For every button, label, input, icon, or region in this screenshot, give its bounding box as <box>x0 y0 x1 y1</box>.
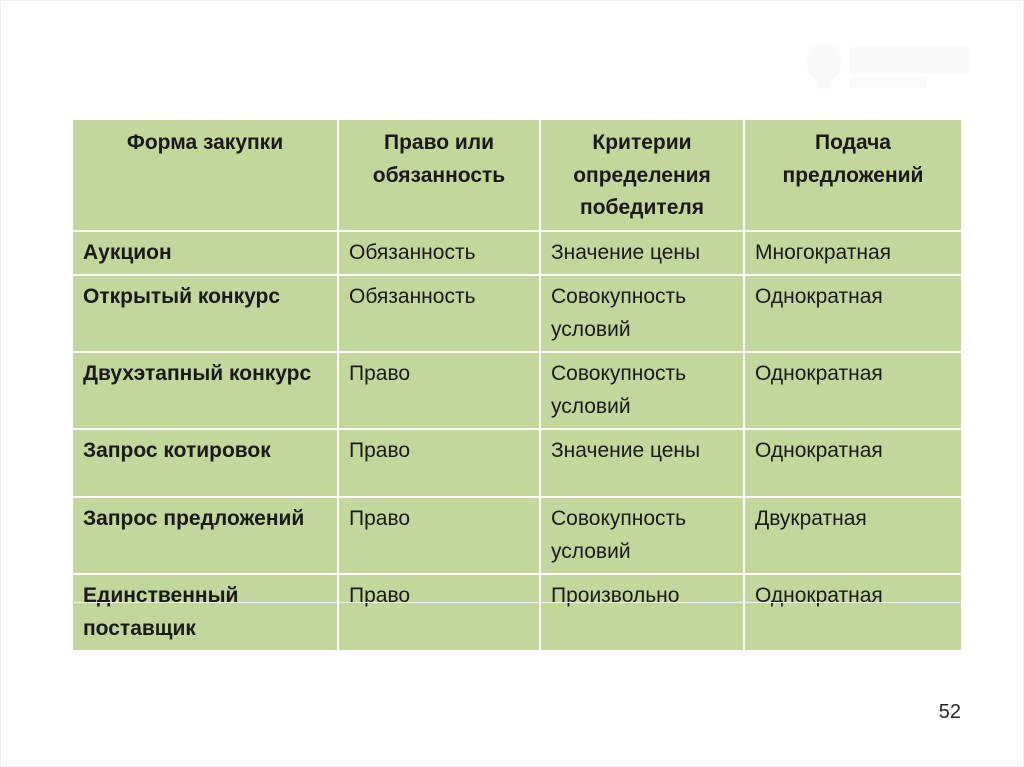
row-label: Запрос предложений <box>72 497 338 574</box>
table-cell: Однократная <box>744 275 962 352</box>
table-cell: Двукратная <box>744 497 962 574</box>
placeholder-outline <box>71 602 964 603</box>
table-cell: Значение цены <box>540 429 744 497</box>
header-cell-winner-criteria: Критерии определения победителя <box>540 119 744 231</box>
table-cell: Однократная <box>744 429 962 497</box>
page-number: 52 <box>938 701 961 723</box>
table-row <box>72 429 962 497</box>
table-cell: Право <box>338 574 540 651</box>
row-label: Запрос котировок <box>72 429 338 497</box>
table-cell: Многократная <box>744 231 962 276</box>
header-cell-right-or-duty: Право или обязанность <box>338 119 540 231</box>
header-cell-purchase-form: Форма закупки <box>72 119 338 231</box>
logo-watermark <box>801 41 976 93</box>
row-label: Открытый конкурс <box>72 275 338 352</box>
table-header-row <box>72 119 962 231</box>
table-cell: Совокупность условий <box>540 352 744 429</box>
logo-watermark-subtext-block <box>849 77 927 88</box>
procurement-forms-table <box>71 118 963 652</box>
row-label: Единственный поставщик <box>72 574 338 651</box>
table-cell: Однократная <box>744 574 962 651</box>
table-cell: Право <box>338 352 540 429</box>
header-cell-offer-submission: Подача предложений <box>744 119 962 231</box>
logo-watermark-icon <box>807 43 841 81</box>
logo-watermark-text-block <box>849 47 969 73</box>
table-row <box>72 497 962 574</box>
table-cell: Совокупность условий <box>540 275 744 352</box>
table-cell: Однократная <box>744 352 962 429</box>
table-cell: Значение цены <box>540 231 744 276</box>
table-cell: Право <box>338 429 540 497</box>
table-row <box>72 574 962 651</box>
table-cell: Произвольно <box>540 574 744 651</box>
table-row <box>72 275 962 352</box>
row-label: Аукцион <box>72 231 338 276</box>
row-label: Двухэтапный конкурс <box>72 352 338 429</box>
table-cell: Обязанность <box>338 231 540 276</box>
table-row <box>72 352 962 429</box>
table-cell: Право <box>338 497 540 574</box>
table-cell: Совокупность условий <box>540 497 744 574</box>
table-row <box>72 231 962 276</box>
table-cell: Обязанность <box>338 275 540 352</box>
